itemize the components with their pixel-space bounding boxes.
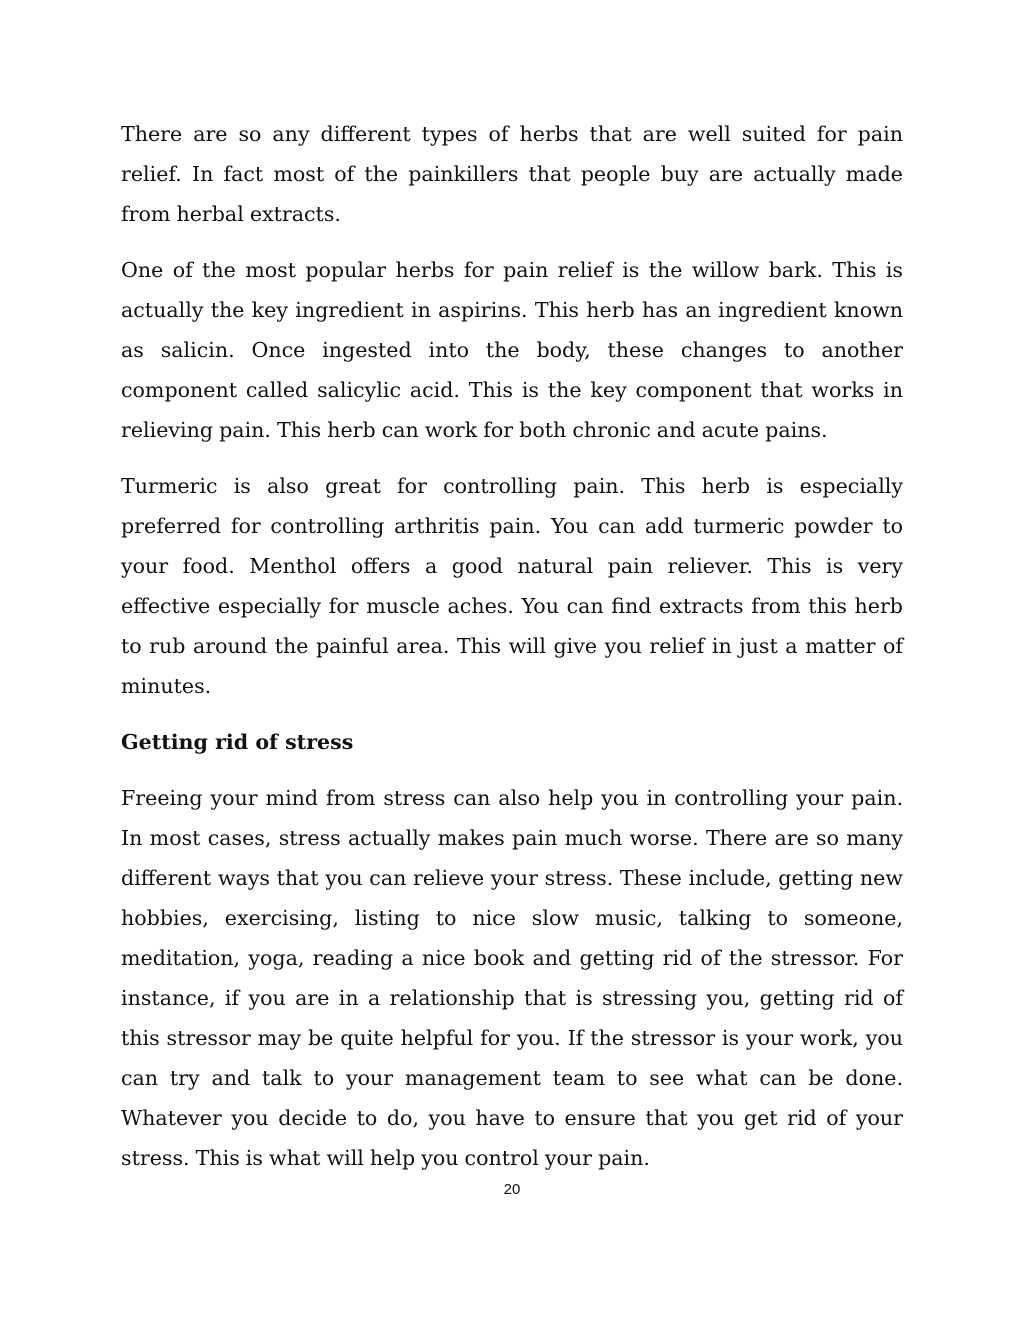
paragraph-willow-bark: One of the most popular herbs for pain relief is the willow bark. This is actually the key ingredient in aspirins. This herb has an ingredient known as salicin. Once ingested into the body, these changes to another component called salicylic acid. This is the key component that works in relieving pain. This herb can work for both chronic and acute pains. [121,258,903,442]
paragraph-turmeric-menthol: Turmeric is also great for controlling pain. This herb is especially preferred for controlling arthritis pain. You can add turmeric powder to your food. Menthol offers a good natural pain reliever. This is very effective especially for muscle aches. You can find extracts from this herb to rub around the painful area. This will give you relief in just a matter of minutes. [121,474,903,698]
paragraph-stress: Freeing your mind from stress can also help you in controlling your pain. In most cases, stress actually makes pain much worse. There are so many different ways that you can relieve your stress. These include, getting new hobbies, exercising, listing to nice slow music, talking to someone, meditation, yoga, reading a nice book and getting rid of the stressor. For instance, if you are in a relationship that is stressing you, getting rid of this stressor may be quite helpful for you. If the stressor is your work, you can try and talk to your management team to see what can be done. Whatever you decide to do, you have to ensure that you get rid of your stress. This is what will help you control your pain. [121,786,903,1170]
page-number: 20 [503,1181,521,1198]
section-heading: Getting rid of stress [121,730,354,754]
paragraph-herbs-intro: There are so any different types of herbs that are well suited for pain relief. In fact most of the painkillers that people buy are actually made from herbal extracts. [121,122,903,226]
document-body [121,114,903,1194]
